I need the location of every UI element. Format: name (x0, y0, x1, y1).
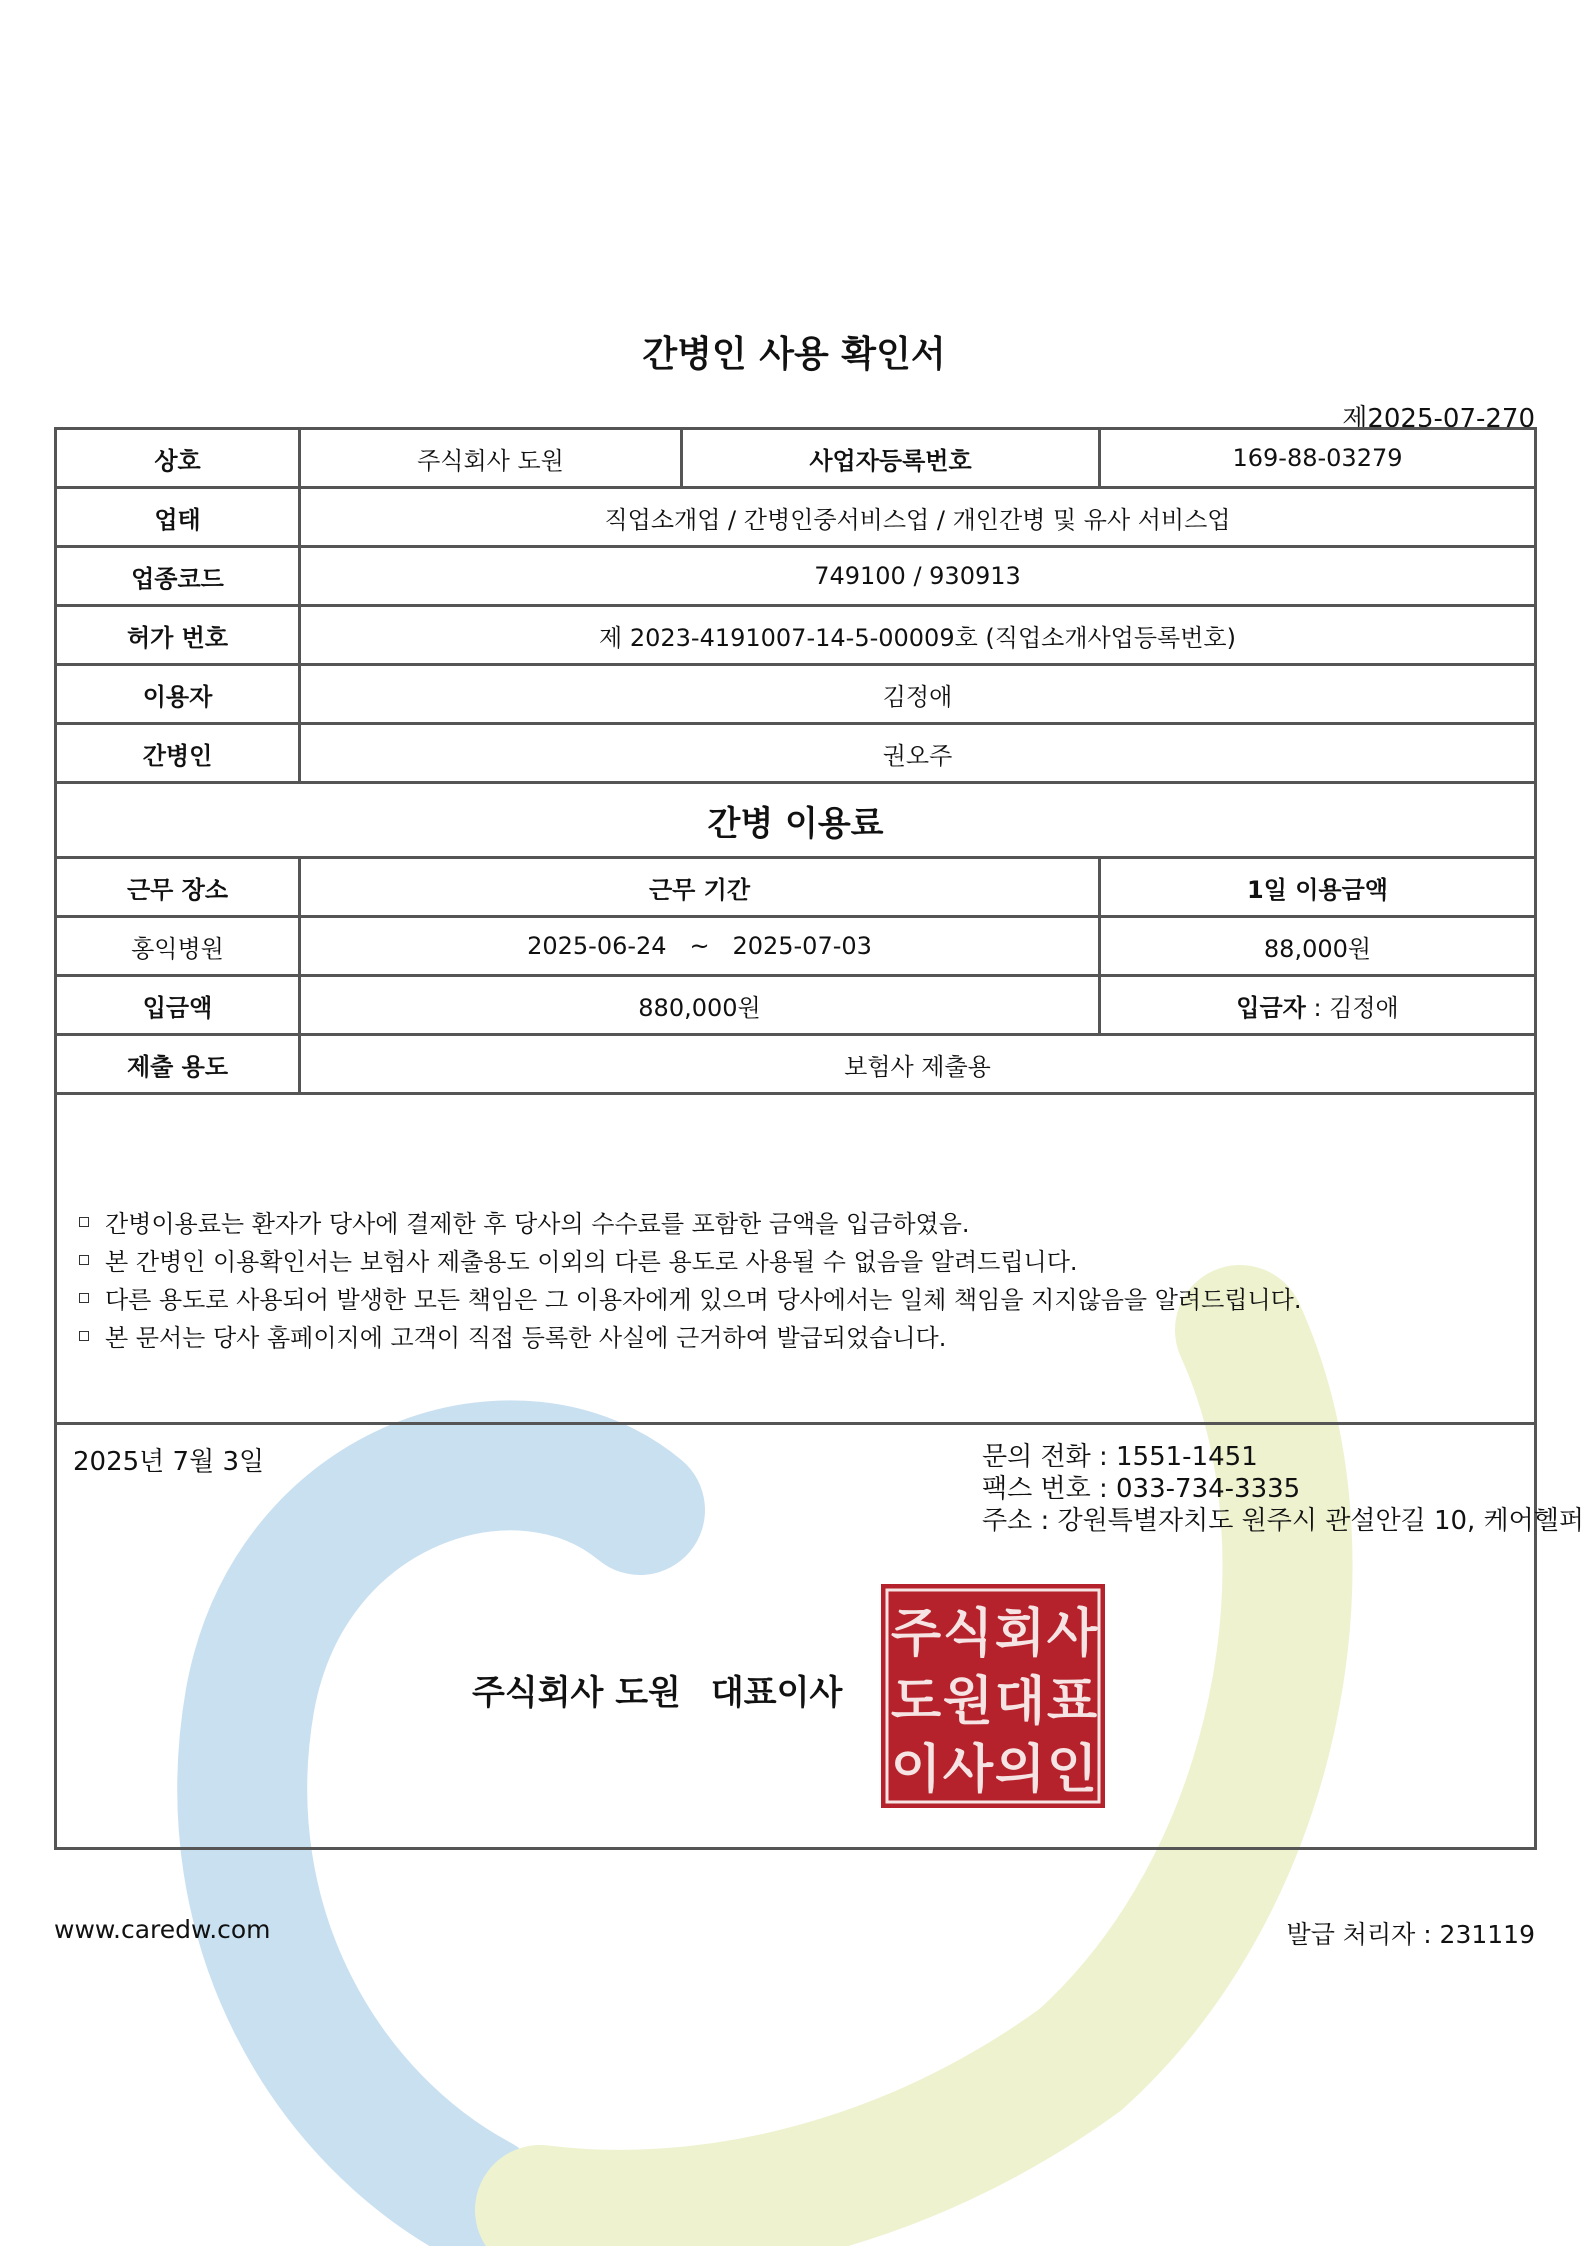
row-permit (56, 606, 1536, 665)
contact-address: 주소 : 강원특별자치도 원주시 관설안길 10, 케어헬퍼 (982, 1506, 1585, 1536)
label-business-type: 업태 (56, 488, 300, 547)
user-name: 김정애 (300, 665, 1536, 724)
header-work-period: 근무 기간 (300, 858, 1100, 917)
note-item: 다른 용도로 사용되어 발생한 모든 책임은 그 이용자에게 있으며 당사에서는 일체 책임을 지지않음을 알려드립니다. (79, 1281, 1534, 1319)
company-website: www.caredw.com (54, 1915, 271, 1944)
header-work-place: 근무 장소 (56, 858, 300, 917)
row-purpose (56, 1035, 1536, 1094)
caregiver-name: 권오주 (300, 724, 1536, 783)
deposit-amount: 880,000원 (300, 976, 1100, 1035)
square-bullet-icon (79, 1217, 89, 1227)
depositor-name: 김정애 (1329, 993, 1399, 1022)
seal-char: 인 (1046, 1740, 1098, 1800)
seal-char: 의 (994, 1740, 1046, 1800)
purpose: 보험사 제출용 (300, 1035, 1536, 1094)
confirmation-table (54, 427, 1585, 1850)
label-user: 이용자 (56, 665, 300, 724)
label-company-name: 상호 (56, 429, 300, 488)
seal-char: 식 (942, 1604, 994, 1664)
row-business-type (56, 488, 1536, 547)
seal-char: 대 (994, 1672, 1046, 1732)
header-daily-fee: 1일 이용금액 (1100, 858, 1536, 917)
contact-phone: 문의 전화 : 1551-1451 (982, 1442, 1258, 1472)
company-name: 주식회사 도원 (300, 429, 682, 488)
seal-char: 주 (890, 1604, 942, 1664)
issuer-section (56, 1424, 1585, 1849)
note-item: 본 간병인 이용확인서는 보험사 제출용도 이외의 다른 용도로 사용될 수 없음을 알려드립니다. (79, 1243, 1534, 1281)
seal-char: 회 (994, 1604, 1046, 1664)
square-bullet-icon (79, 1255, 89, 1265)
row-deposit (56, 976, 1536, 1035)
document-title: 간병인 사용 확인서 (642, 334, 946, 375)
business-type: 직업소개업 / 간병인중서비스업 / 개인간병 및 유사 서비스업 (300, 488, 1536, 547)
row-company (56, 429, 1536, 488)
registration-number: 169-88-03279 (1100, 429, 1536, 488)
label-deposit-amount: 입금액 (56, 976, 300, 1035)
label-registration-number: 사업자등록번호 (682, 429, 1100, 488)
label-purpose: 제출 용도 (56, 1035, 300, 1094)
row-notes (56, 1094, 1536, 1424)
row-user (56, 665, 1536, 724)
seal-char: 원 (942, 1672, 994, 1732)
contact-info (982, 1441, 1584, 1537)
row-fee-title (56, 783, 1536, 858)
permit-number: 제 2023-4191007-14-5-00009호 (직업소개사업등록번호) (300, 606, 1536, 665)
square-bullet-icon (79, 1331, 89, 1341)
note-item: 본 문서는 당사 홈페이지에 고객이 직접 등록한 사실에 근거하여 발급되었습니다. (79, 1319, 1534, 1357)
label-depositor: 입금자 (1236, 993, 1306, 1022)
work-period: 2025-06-24 ~ 2025-07-03 (300, 917, 1100, 976)
notes-section (56, 1094, 1536, 1424)
depositor-separator: : (1305, 993, 1330, 1022)
row-caregiver (56, 724, 1536, 783)
company-signature (472, 1665, 842, 1714)
daily-fee: 88,000원 (1100, 917, 1536, 976)
work-place: 홍익병원 (56, 917, 300, 976)
label-caregiver: 간병인 (56, 724, 300, 783)
seal-char: 도 (890, 1672, 942, 1732)
company-seal-stamp (880, 1583, 1106, 1809)
issuer-id: 발급 처리자 : 231119 (1286, 1920, 1535, 1949)
row-footer (56, 1424, 1536, 1849)
seal-char: 이 (890, 1740, 942, 1800)
signature-company-name: 주식회사 도원 (472, 1673, 681, 1713)
seal-char: 사 (1046, 1604, 1098, 1664)
industry-code: 749100 / 930913 (300, 547, 1536, 606)
row-fee-values (56, 917, 1536, 976)
note-item: 간병이용료는 환자가 당사에 결제한 후 당사의 수수료를 포함한 금액을 입금하였음. (79, 1205, 1534, 1243)
row-fee-headers (56, 858, 1536, 917)
row-industry-code (56, 547, 1536, 606)
issue-date: 2025년 7월 3일 (73, 1447, 265, 1477)
depositor (1100, 976, 1536, 1035)
signature-title: 대표이사 (710, 1673, 843, 1713)
label-industry-code: 업종코드 (56, 547, 300, 606)
seal-char: 사 (942, 1740, 994, 1800)
label-permit-number: 허가 번호 (56, 606, 300, 665)
square-bullet-icon (79, 1293, 89, 1303)
notes-list (57, 1095, 1534, 1357)
fee-section-title: 간병 이용료 (56, 783, 1536, 858)
seal-char: 표 (1046, 1672, 1098, 1732)
contact-fax: 팩스 번호 : 033-734-3335 (982, 1474, 1301, 1504)
document-number: 제2025-07-270 (1342, 404, 1535, 434)
